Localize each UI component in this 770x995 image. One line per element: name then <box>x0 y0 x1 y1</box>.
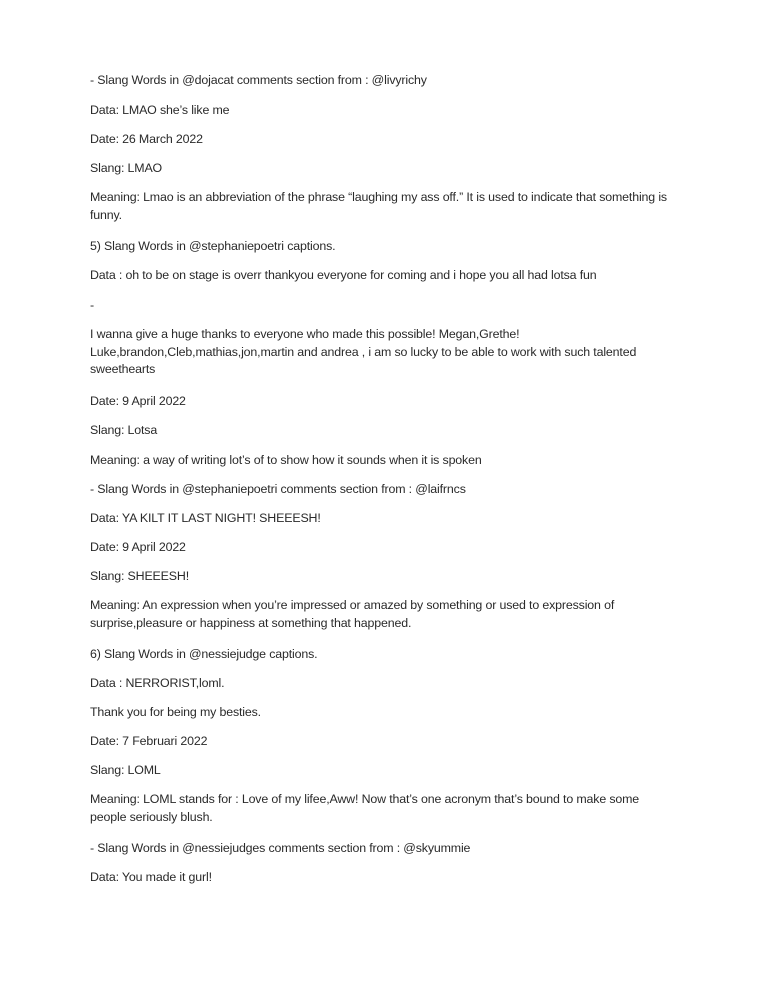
meaning-paragraph: Meaning: LOML stands for : Love of my lifee,Aww! Now that’s one acronym that’s bound to make some people seriously blush. <box>90 792 640 824</box>
separator-dash: - <box>90 298 94 312</box>
meaning-paragraph: Meaning: Lmao is an abbreviation of the phrase “laughing my ass off.” It is used to indicate that something is funny. <box>90 190 667 222</box>
date-line: Date: 26 March 2022 <box>90 132 203 146</box>
caption-line: Thank you for being my besties. <box>90 705 261 719</box>
meaning-line: Meaning: a way of writing lot’s of to show how it sounds when it is spoken <box>90 453 482 467</box>
date-line: Date: 9 April 2022 <box>90 394 186 408</box>
data-line: Data : oh to be on stage is overr thankyou everyone for coming and i hope you all had lotsa fun <box>90 268 597 282</box>
slang-line: Slang: Lotsa <box>90 423 158 437</box>
data-line: Data: LMAO she’s like me <box>90 103 230 117</box>
section-heading-nessiejudges-comments: - Slang Words in @nessiejudges comments section from : @skyummie <box>90 841 471 855</box>
meaning-paragraph: Meaning: An expression when you’re impressed or amazed by something or used to expression of surprise,pleasure or happiness at something that happened. <box>90 598 615 630</box>
slang-line: Slang: SHEEESH! <box>90 569 189 583</box>
section-heading-nessiejudge-captions: 6) Slang Words in @nessiejudge captions. <box>90 647 318 661</box>
date-line: Date: 9 April 2022 <box>90 540 186 554</box>
section-heading-dojacat-comments: - Slang Words in @dojacat comments section from : @livyrichy <box>90 73 427 87</box>
slang-line: Slang: LOML <box>90 763 161 777</box>
slang-line: Slang: LMAO <box>90 161 163 175</box>
data-line: Data: YA KILT IT LAST NIGHT! SHEEESH! <box>90 511 321 525</box>
date-line: Date: 7 Februari 2022 <box>90 734 208 748</box>
section-heading-stephaniepoetri-comments: - Slang Words in @stephaniepoetri comments section from : @laifrncs <box>90 482 466 496</box>
data-line: Data: You made it gurl! <box>90 870 212 884</box>
data-line: Data : NERRORIST,loml. <box>90 676 225 690</box>
caption-paragraph: I wanna give a huge thanks to everyone who made this possible! Megan,Grethe! Luke,brandon,Cleb,mathias,jon,martin and andrea , i am so lucky to be able to work with such talented sweethearts <box>90 327 637 376</box>
section-heading-stephaniepoetri-captions: 5) Slang Words in @stephaniepoetri captions. <box>90 239 336 253</box>
